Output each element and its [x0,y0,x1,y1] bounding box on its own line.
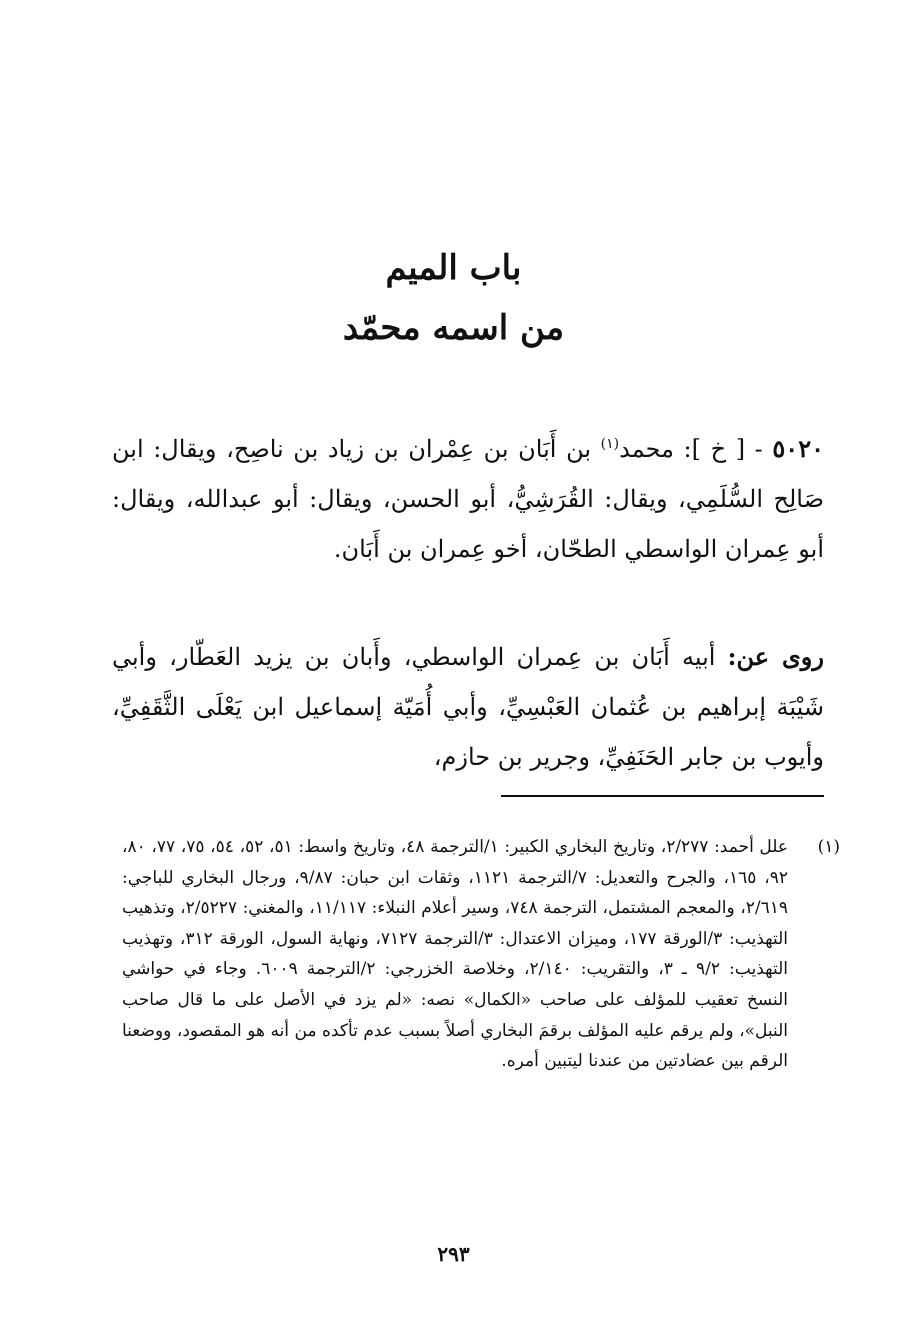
page-number: ٢٩٣ [437,1242,470,1266]
footnote-text: علل أحمد: ٢/٢٧٧، وتاريخ البخاري الكبير: ١/الترجمة ٤٨، وتاريخ واسط: ٥١، ٥٢، ٥٤، ٧٥، ٧٧، ٨٠، ٩٢، ١٦٥، والجرح والتعديل: ٧/الترجمة ١١٢١، وثقات ابن حبان: ٩/٨٧، ورجال البخاري للباجي: ٢/٦١٩، والمعجم المشتمل، الترجمة ٧٤٨، وسير أعلام النبلاء: ١١/١١٧، والمغني: ٢/٥٢٢٧، وتذهيب التهذيب: ٣/الورقة ١٧٧، وميزان الاعتدال: ٣/الترجمة ٧١٢٧، ونهاية السول، الورقة ٣١٢، وتهذيب التهذيب: ٩/٢ ـ ٣، والتقريب: ٢/١٤٠، وخلاصة الخزرجي: ٢/الترجمة ٦٠٠٩. وجاء في حواشي النسخ تعقيب للمؤلف على صاحب «الكمال» نصه: «لم يزد في الأصل على ما قال صاحب النبل»، ولم يرقم عليه المؤلف برقمَ البخاري أصلاً بسبب عدم تأكده من أنه هو المقصود، ووضعنا الرقم بين عضادتين من عندنا ليتبين أمره. [122,837,789,1072]
entry-name: محمد [619,435,674,463]
entry-sigil: [ خ ]: [683,435,746,463]
section-subheading: من اسمه محمّد [342,308,565,348]
biography-entry: ٥٠٢٠ - [ خ ]: محمد$^{(١)}$ بن أَبَان بن عِمْران بن زياد بن ناصِح، ويقال: ابن صَالِح السُّلَمِي، ويقال: القُرَشِيُّ، أبو الحسن، ويقال: أبو عبدالله، ويقال: أبو عِمران الواسطي الطحّان، أخو عِمران بن أَبَان. [112,434,824,563]
footnote-divider [501,795,824,797]
footnote-number: (١) [817,837,840,857]
entry-text: بن أَبَان بن عِمْران بن زياد بن ناصِح، ويقال: ابن صَالِح السُّلَمِي، ويقال: القُرَشِيُّ، أبو الحسن، ويقال: أبو عبدالله، ويقال: أبو عِمران الواسطي الطحّان، أخو عِمران بن أَبَان. [112,435,824,563]
narrators-paragraph [112,632,824,782]
footnote [122,832,840,1077]
chapter-heading: باب الميم [385,248,522,288]
footnote-reference[interactable]: (١) [600,436,620,452]
narrated-from-label: روى عن: [727,642,824,671]
narrators-text: أبيه أَبَان بن عِمران الواسطي، وأَبان بن يزيد العَطّار، وأبي شَيْبَة إبراهيم بن عُثمان العَبْسِيِّ، وأبي أُمَيّة إسماعيل ابن يَعْلَى الثَّقَفِيِّ، وأيوب بن جابر الحَنَفِيِّ، وجرير بن حازم، [112,643,824,771]
entry-number: ٥٠٢٠ [772,434,824,463]
